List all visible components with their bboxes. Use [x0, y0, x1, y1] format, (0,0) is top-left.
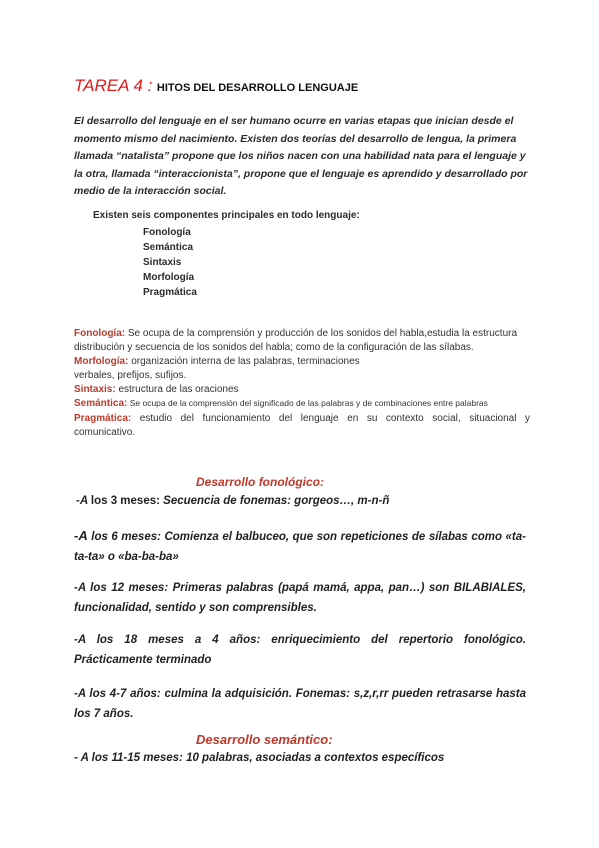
definition-term: Fonología: [74, 328, 126, 339]
components-list [143, 225, 197, 300]
component-item-sintaxis: Sintaxis [143, 257, 182, 268]
definitions [74, 327, 530, 440]
milestone-4-7-anos: -A los 4-7 años: culmina la adquisición. Fonemas: s,z,r,rr pueden retrasarse hasta los 7 años. [74, 688, 526, 720]
section-title-semantico: Desarrollo semántico: [196, 732, 333, 747]
definition-sintaxis [74, 383, 530, 397]
milestone-prefix: -A [74, 528, 88, 543]
definition-desc: Se ocupa de la comprensión y producción de los sonidos del habla,estudia la estructura distribución y secuencia de los sonidos del habla; como de la configuración de las sílabas. [74, 328, 518, 353]
definition-fonologia [74, 327, 530, 355]
definition-term: Semántica: [74, 398, 128, 409]
definition-desc: Se ocupa de la comprensión del significado de las palabras y de combinaciones entre palabras [127, 398, 488, 408]
components-intro: Existen seis componentes principales en todo lenguaje: [93, 210, 360, 221]
milestone-11-15-meses: - A los 11-15 meses: 10 palabras, asociadas a contextos específicos [74, 752, 445, 764]
milestone-18-meses: -A los 18 meses a 4 años: enriquecimiento del repertorio fonológico. Prácticamente terminado [74, 634, 526, 666]
component-item-fonologia: Fonología [143, 227, 191, 238]
milestone-12-meses: -A los 12 meses: Primeras palabras (papá mamá, appa, pan…) son BILABIALES, funcionalidad, sentido y son comprensibles. [74, 582, 526, 614]
definition-morfologia [74, 355, 394, 383]
definition-desc: organización interna de las palabras, terminaciones verbales, prefijos, sufijos. [74, 356, 360, 381]
definition-semantica [74, 397, 530, 410]
definition-pragmatica [74, 412, 530, 440]
definition-term: Morfología: [74, 356, 129, 367]
milestone-6-meses [74, 526, 526, 567]
page-title [74, 76, 358, 96]
milestone-age: los 3 meses: [90, 495, 160, 507]
milestone-prefix: -A [76, 495, 91, 507]
component-item-semantica: Semántica [143, 242, 194, 253]
milestone-3-meses [76, 491, 528, 511]
component-item-pragmatica: Pragmática [143, 287, 197, 298]
section-title-fonologico: Desarrollo fonológico: [196, 475, 325, 489]
definition-desc: estructura de las oraciones [115, 384, 239, 395]
definition-term: Pragmática: [74, 413, 132, 424]
task-number: TAREA 4 : [74, 76, 153, 95]
milestone-text: Secuencia de fonemas: gorgeos…, m-n-ñ [159, 495, 390, 507]
task-title: HITOS DEL DESARROLLO LENGUAJE [156, 82, 359, 94]
milestone-text: los 6 meses: Comienza el balbuceo, que son repeticiones de sílabas como «ta-ta-ta» o «ba-ba-ba» [74, 531, 526, 563]
definition-desc: estudio del funcionamiento del lenguaje en su contexto social, situacional y comunicativo. [74, 413, 530, 438]
component-item-morfologia: Morfología [143, 272, 195, 283]
intro-paragraph: El desarrollo del lenguaje en el ser humano ocurre en varias etapas que inician desde el momento mismo del nacimiento. Existen dos teorías del desarrollo de lengua, la primera llamada “natalista” propone que los niños nacen con una habilidad nata para el lenguaje y la otra, llamada “interaccionista”, propone que el lenguaje es aprendido y desarrollado por medio de la interacción social. [74, 115, 528, 197]
definition-term: Sintaxis: [74, 384, 116, 395]
